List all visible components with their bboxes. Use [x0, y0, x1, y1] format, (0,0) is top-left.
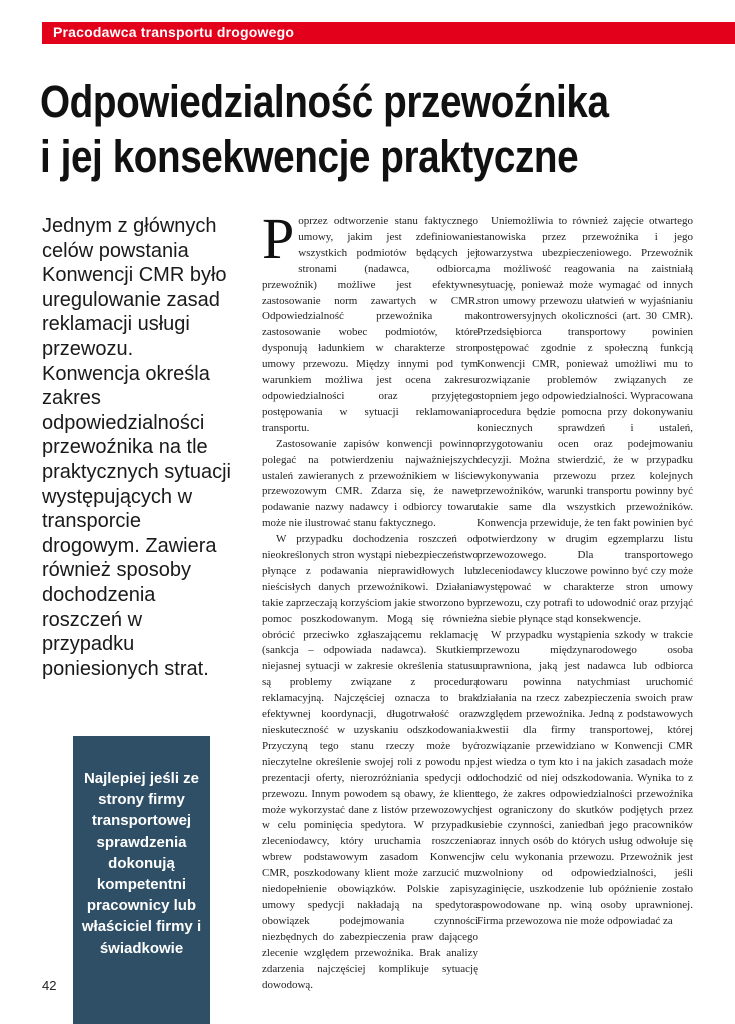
pullquote-text: Najlepiej jeśli ze strony firmy transportowej sprawdzenia dokonują kompetentni pracownicy lub właściciel firmy i świadkowie: [81, 770, 202, 957]
body-paragraph: W przypadku wystąpienia szkody w trakcie przewozu międzynarodowego osoba uprawniona, jaką jest nadawca lub odbiorca towaru powinna natychmiast uruchomić działania na rzecz zabezpieczenia swoich praw względem przewoźnika. Jedną z podstawowych kwestii dla firmy transportowej, której rozwiązanie przewidziano w Konwencji CMR jest wiedza o tym kto i na jakich zasadach może dochodzić od niej odszkodowania. Wynika to z tego, że zakres odpowiedzialności przewoźnika jest ograniczony do skutków podjętych przez siebie czynności, zaniedbań jego pracowników oraz innych osób do których usług odwołuje się w celu wykonania przewozu. Przewoźnik jest zwolniony od odpowiedzialności, jeśli zaginięcie, uszkodzenie lub opóźnienie zostało spowodowane np. winą osoby uprawnionej. Firma przewozowa nie może odpowiadać za: [477, 628, 693, 927]
section-label: Pracodawca transportu drogowego: [53, 24, 295, 40]
body-column-middle: [262, 206, 478, 993]
drop-cap: P: [262, 206, 295, 271]
page-number: 42: [42, 978, 57, 993]
body-paragraph: W przypadku dochodzenia roszczeń od nieokreślonych stron wystąpi niebezpieczeństwo płynące z podawania nieprawidłowych lub nieścisłych danych przewoźnikowi. Działania takie zaprzeczają korzyściom jakie stworzono by pomoc poszkodowanym. Mogą się również obrócić przeciwko zgłaszającemu reklamację (sankcja – odpowiada nadawca). Skutkiem niejasnej sytuacji w zakresie określenia statusu są problemy związane z procedurą reklamacyjną. Najczęściej oznacza to brak efektywnej koordynacji, długotrwałość oraz nieskuteczność w uzyskaniu odszkodowania. Przyczyną tego stanu rzeczy może być nieczytelne określenie swojej roli z powodu np. prezentacji oferty, nierozróżniania spedycji od przewozu. Innym powodem są obawy, że klient może wykorzystać dane z listów przewozowych w celu pominięcia spedytora. W przypadku zleceniodawcy, który uruchamia roszczenia wbrew podstawowym zasadom Konwencji CMR, poszkodowany klient może zarzucić mu niedopełnienie obowiązków. Polskie zapisy umowy spedycji nakładają na spedytora obowiązek podejmowania czynności niezbędnych do zabezpieczenia praw dającego zlecenie względem przewoźnika. Brak analizy zdarzenia najczęściej komplikuje sytuację dowodową.: [262, 533, 478, 991]
title-line-2: i jej konsekwencje praktyczne: [40, 131, 579, 182]
body-paragraph: Poprzez odtworzenie stanu faktycznego umowy, jakim jest zdefiniowanie wszystkich podmiotów będących jej stronami (nadawca, odbiorca, przewoźnik) możliwe jest efektywne zastosowanie norm zawartych w CMR. Odpowiedzialność przewoźnika ma zastosowanie wobec podmiotów, które dysponują ładunkiem w charakterze stron umowy przewozu. Między innymi pod tym warunkiem możliwa jest ocena zakresu odpowiedzialności oraz przyjętego postępowania w sytuacji reklamowania transportu.: [262, 206, 478, 434]
section-header-bar: [42, 22, 735, 44]
article-title: [40, 74, 728, 184]
body-paragraph: Uniemożliwia to również zajęcie otwartego stanowiska przez przewoźnika i jego towarzystwa ubezpieczeniowego. Przewoźnik ma możliwość reagowania na zaistniałą sytuację, ponieważ może wymagać od innych stron umowy przewozu ułatwień w wyjaśnianiu kontrowersyjnych okoliczności (art. 30 CMR). Przedsiębiorca transportowy powinien postępować zgodnie z społeczną funkcją Konwencji CMR, ponieważ umożliwi mu to rozwiązanie problemów związanych ze stopniem jego odpowiedzialności. Wypracowana procedura będzie pomocna przy dokonywaniu koniecznych sprawdzeń i ustaleń, przygotowaniu ocen oraz podejmowaniu decyzji. Można stwierdzić, że w przypadku wykonywania przewozu przez kolejnych przewoźników, warunki transportu powinny być takie same dla wszystkich przewoźników. Konwencja przewiduje, że ten fakt powinien być potwierdzony w drugim egzemplarzu listu przewozowego. Dla transportowego zleceniodawcy kluczowe powinno być czy może występować w charakterze stron umowy przewozu, czy potrafi to udowodnić oraz przyjąć na siebie płynące stąd konsekwencje.: [477, 215, 693, 625]
body-column-right: [477, 214, 693, 930]
body-paragraph: Zastosowanie zapisów konwencji powinno polegać na potwierdzeniu najważniejszych ustaleń zawieranych z przewoźnikiem w liście przewozowym CMR. Zdarza się, że nawet podawanie nazwy nadawcy i odbiorcy towaru może nie ilustrować stanu faktycznego.: [262, 437, 478, 530]
pullquote-box: [73, 736, 210, 1024]
article-lead: Jednym z głównych celów powstania Konwencji CMR było uregulowanie zasad reklamacji usługi przewozu. Konwencja określa zakres odpowiedzialności przewoźnika na tle praktycznych sytuacji występujących w transporcie drogowym. Zawiera również sposoby dochodzenia roszczeń w przypadku poniesionych strat.: [42, 215, 231, 680]
title-line-1: Odpowiedzialność przewoźnika: [40, 76, 609, 127]
